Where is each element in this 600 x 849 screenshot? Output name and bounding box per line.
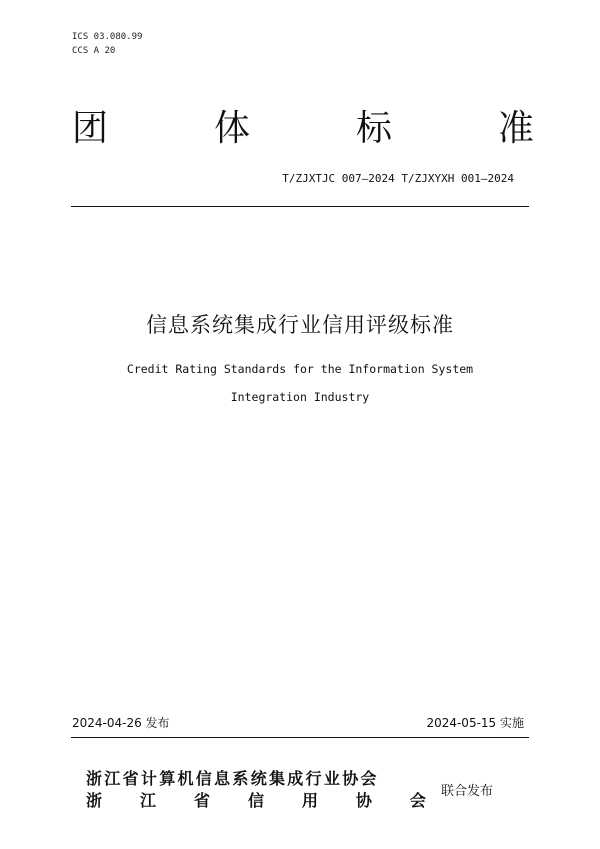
classification-codes — [72, 30, 142, 58]
publisher-2-char: 浙 — [86, 791, 103, 810]
effective-date: 2024-05-15 实施 — [426, 716, 524, 730]
doc-type-char: 标 — [355, 108, 392, 149]
publisher-1: 浙江省计算机信息系统集成行业协会 — [86, 769, 379, 788]
ics-code: ICS 03.080.99 — [72, 32, 143, 42]
doc-type-char: 团 — [72, 108, 109, 149]
publisher-2-char: 信 — [247, 791, 264, 810]
publisher-2-char: 用 — [301, 791, 318, 810]
joint-release-label: 联合发布 — [441, 784, 494, 799]
publishers-block — [86, 768, 432, 812]
document-type-heading — [72, 104, 534, 154]
publisher-2-char: 会 — [409, 791, 426, 810]
ccs-code: CCS A 20 — [72, 46, 116, 56]
title-english-line2: Integration Industry — [230, 390, 370, 404]
publisher-2-char: 省 — [193, 791, 210, 810]
bottom-divider — [71, 737, 529, 738]
top-divider — [71, 206, 529, 207]
publisher-2-char: 江 — [139, 791, 156, 810]
publisher-2 — [86, 790, 426, 812]
title-english-line1: Credit Rating Standards for the Information System — [126, 362, 474, 376]
doc-type-char: 准 — [497, 108, 534, 149]
standard-number: T/ZJXTJC 007—2024 T/ZJXYXH 001—2024 — [282, 172, 514, 185]
issue-date: 2024-04-26 发布 — [72, 716, 170, 730]
publisher-2-char: 协 — [355, 791, 372, 810]
doc-type-char: 体 — [213, 108, 250, 149]
title-chinese: 信息系统集成行业信用评级标准 — [146, 313, 454, 337]
